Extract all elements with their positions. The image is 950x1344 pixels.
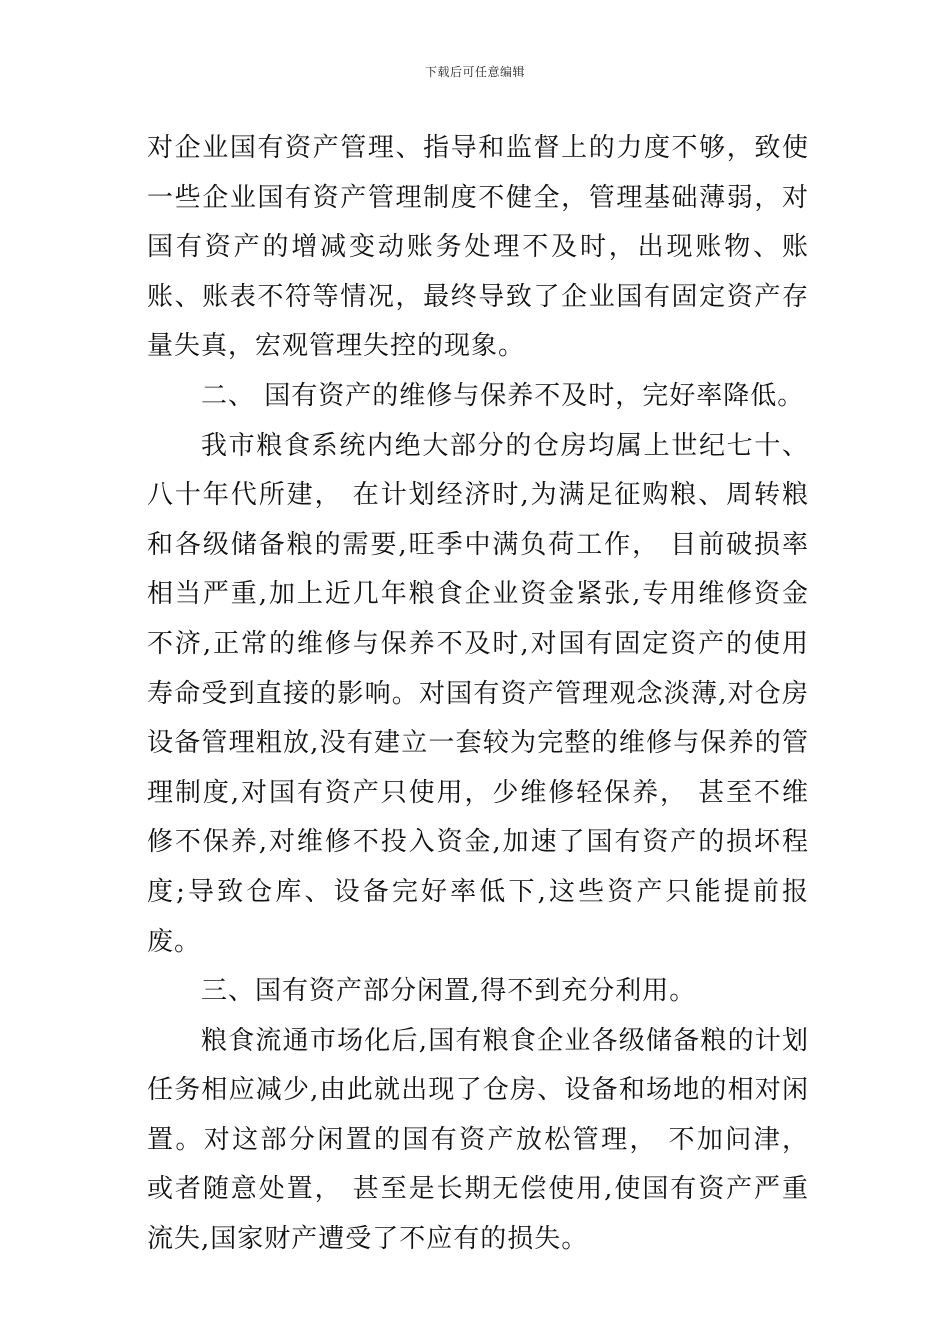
section-heading-3: 三、国有资产部分闲置,得不到充分利用。 <box>201 976 697 1007</box>
paragraph-intro: 对企业国有资产管理、指导和监督上的力度不够，致使一些企业国有资产管理制度不健全，管理基础薄弱，对国有资产的增减变动账务处理不及时，出现账物、账账、账表不符等情况，最终导致了企业国有固定资产存量失真，宏观管理失控的现象。 <box>147 133 809 362</box>
page-header: 下载后可任意编辑 <box>424 65 525 79</box>
paragraph-idle-assets: 粮食流通市场化后,国有粮食企业各级储备粮的计划任务相应减少,由此就出现了仓房、设备和场地的相对闲置。对这部分闲置的国有资产放松管理， 不加问津， 或者随意处置， 甚至是长期无偿使用,使国有资产严重流失,国家财产遭受了不应有的损失。 <box>147 1025 809 1255</box>
paragraph-maintenance: 我市粮食系统内绝大部分的仓房均属上世纪七十、八十年代所建， 在计划经济时,为满足征购粮、周转粮和各级储备粮的需要,旺季中满负荷工作， 目前破损率相当严重,加上近几年粮食企业资金紧张,专用维修资金不济,正常的维修与保养不及时,对国有固定资产的使用寿命受到直接的影响。对国有资产管理观念淡薄,对仓房设备管理粗放,没有建立一套较为完整的维修与保养的管理制度,对国有资产只使用，少维修轻保养， 甚至不维修不保养,对维修不投入资金,加速了国有资产的损坏程度;导致仓库、设备完好率低下,这些资产只能提前报废。 <box>147 430 809 957</box>
document-body <box>147 124 809 1265</box>
section-heading-2: 二、 国有资产的维修与保养不及时，完好率降低。 <box>201 380 805 411</box>
